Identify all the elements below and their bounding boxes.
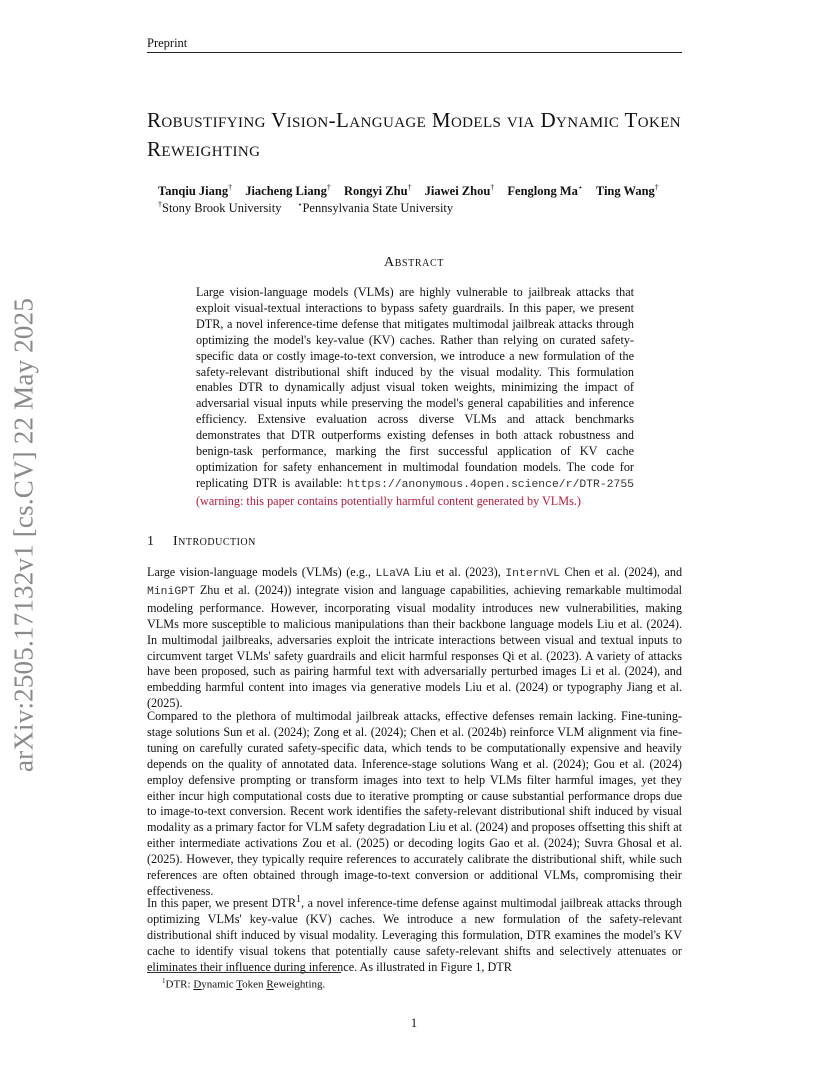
section-title: Introduction <box>173 534 256 549</box>
intro-paragraph-2: Compared to the plethora of multimodal jailbreak attacks, effective defenses remain lacking. Fine-tuning-stage solutions Sun et al. (2024); Zong et al. (2024); Chen et al. (2024b) reinforce VLM alignment via fine-tuning on carefully curated safety-specific data, which tends to be computationally expensive and heavily depends on the quality of annotated data. Inference-stage solutions Wang et al. (2024); Gou et al. (2024) employ defensive prompting or transform images into text to help VLMs filter harmful images, yet they either incur high computational costs due to iterative prompting or cause substantial performance drops due to image-to-text conversion. Recent work identifies the safety-relevant distributional shift induced by visual modality as a primary factor for VLM safety degradation Liu et al. (2024) and proposes offsetting this shift at either intermediate activations Zou et al. (2025) or decoding logits Gao et al. (2024); Suvra Ghosal et al. (2025). However, they typically require references to accurately calibrate the distributional shift, while such references are often obtained through image-to-text conversion or additional VLMs, compromising their effectiveness. <box>147 709 682 898</box>
affiliations: †Stony Brook University ⋆Pennsylvania State University <box>158 200 454 216</box>
arxiv-side-stamp: arXiv:2505.17132v1 [cs.CV] 22 May 2025 <box>8 297 39 773</box>
author-4: Jiawei Zhou† <box>424 183 495 199</box>
footnote-rule <box>147 972 341 973</box>
running-header: Preprint <box>147 36 188 50</box>
page-number: 1 <box>410 1016 418 1030</box>
model-name-internvl: InternVL <box>505 568 560 580</box>
model-name-llava: LLaVA <box>375 568 410 580</box>
intro-paragraph-3: In this paper, we present DTR$^1$, a novel inference-time defense against multimodal jailbreak attacks through optimizing VLMs' key-value (KV) caches. We introduce a new formulation of the safety-relevant distributional shift induced by visual modality. Leveraging this formulation, DTR examines the model's KV cache to identify visual tokens that potentially cause safety-relevant shifts and selectively attenuates or eliminates their influence during inference. As illustrated in Figure 1, DTR <box>147 894 682 974</box>
section-heading <box>147 534 256 550</box>
author-1: Tanqiu Jiang† <box>158 183 233 199</box>
author-6: Ting Wang† <box>595 183 659 199</box>
abstract-heading: Abstract <box>384 255 444 270</box>
author-3: Rongyi Zhu† <box>343 183 412 199</box>
affiliation-2: Pennsylvania State University <box>302 201 454 216</box>
content-warning: (warning: this paper contains potentially harmful content generated by VLMs.) <box>196 493 581 508</box>
footnote: $^1$DTR: Dynamic Token Reweighting. <box>162 977 326 991</box>
code-link[interactable]: https://anonymous.4open.science/r/DTR-2755 <box>346 478 634 491</box>
intro-paragraph-1: Large vision-language models (VLMs) (e.g., LLaVA Liu et al. (2023), InternVL Chen et al. (2024), and MiniGPT Zhu et al. (2024)) integrate vision and language capabilities, achieving remarkable multimodal modeling performance. However, incorporating visual modality introduces new vulnerabilities, making VLMs more susceptible to malicious manipulations than their backbone language models Liu et al. (2024). In multimodal jailbreaks, adversaries exploit the intricate interactions between visual and textual inputs to circumvent target VLMs' safety guardrails and elicit harmful responses Qi et al. (2023). A variety of attacks have been proposed, such as pairing harmful text with adversarially perturbed images Li et al. (2024), and embedding harmful content into images via generative models Liu et al. (2024) or typography Jiang et al. (2025). <box>147 565 683 711</box>
author-list <box>158 183 718 199</box>
section-number: 1 <box>147 534 155 549</box>
model-name-minigpt: MiniGPT <box>147 585 195 598</box>
author-2: Jiacheng Liang† <box>245 183 331 199</box>
abstract-body: Large vision-language models (VLMs) are highly vulnerable to jailbreak attacks that exploit visual-textual interactions to bypass safety guardrails. In this paper, we present DTR, a novel inference-time defense that mitigates multimodal jailbreak attacks through optimizing the model's key-value (KV) caches. Rather than relying on curated safety-specific data or costly image-to-text conversion, we introduce a new formulation of the safety-relevant distributional shift induced by the visual modality. This formulation enables DTR to dynamically adjust visual token weights, minimizing the impact of adversarial visual inputs while preserving the model's general capabilities and inference efficiency. Extensive evaluation across diverse VLMs and attack benchmarks demonstrates that DTR outperforms existing defenses in both attack robustness and benign-task performance, marking the first successful application of KV cache optimization for safety enhancement in multimodal foundation models. The code for replicating DTR is available: https://anonymous.4open.science/r/DTR-2755 (warning: this paper contains potentially harmful content generated by VLMs.) <box>196 285 634 508</box>
affiliation-1: Stony Brook University <box>162 201 282 216</box>
header-rule <box>147 52 682 53</box>
paper-title: Robustifying Vision-Language Models via Dynamic Token Reweighting <box>147 108 681 161</box>
author-5: Fenglong Ma⋆ <box>507 183 583 199</box>
footnote-ref[interactable]: 1 <box>295 894 302 905</box>
